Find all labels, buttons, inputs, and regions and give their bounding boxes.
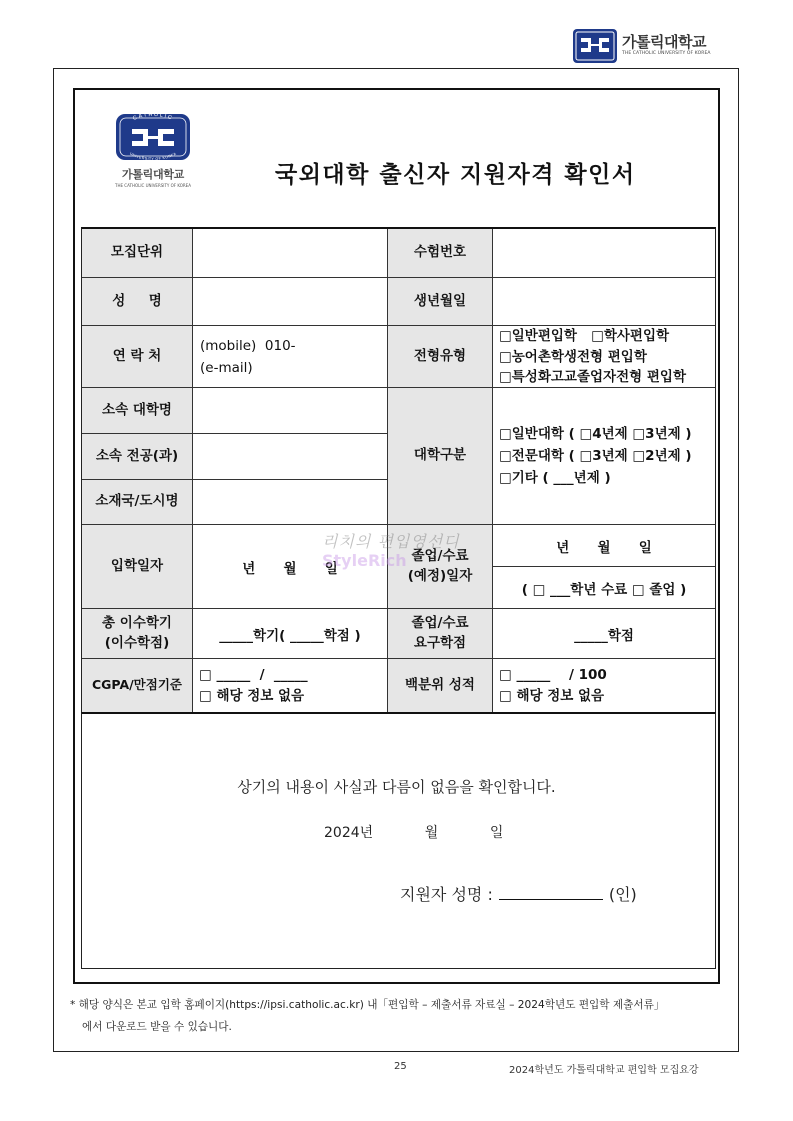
entry-date-label: 입학일자 [82, 525, 193, 609]
name-field[interactable] [193, 278, 388, 326]
page-title: 국외대학 출신자 지원자격 확인서 [275, 162, 636, 188]
note-line1: * 해당 양식은 본교 입학 홈페이지(https://ipsi.catholic.ac.kr) 내「편입학 – 제출서류 자료실 – 2024학년도 편입학 제출서류」 [70, 999, 665, 1011]
header-logo-korean: 가톨릭대학교 [622, 33, 706, 52]
required-credits-label-line2: 요구학점 [413, 634, 467, 651]
signature-line [400, 882, 637, 905]
exam-number-label: 수험번호 [388, 229, 493, 278]
option-other-university[interactable]: □기타 ( ___년제 ) [499, 470, 611, 486]
birthdate-label: 생년월일 [388, 278, 493, 326]
university-type-options [493, 388, 715, 525]
confirmation-text: 상기의 내용이 사실과 다름이 없음을 확인합니다. [237, 778, 556, 796]
cgpa-value-option[interactable]: □ _____ / _____ [199, 666, 308, 683]
percentile-field [493, 659, 715, 713]
birthdate-field[interactable] [493, 278, 715, 326]
graduation-date-label [388, 525, 493, 609]
header-logo [572, 28, 711, 64]
watermark-line2: StyleRich [322, 551, 407, 571]
entry-date-field[interactable]: 년 월 일 [193, 525, 388, 609]
option-regular-university[interactable]: □일반대학 ( □4년제 □3년제 ) [499, 426, 692, 442]
signature-label: 지원자 성명 : [400, 885, 493, 904]
watermark-line1: 리치의 편입영선디 [322, 532, 460, 551]
form-logo-english: THE CATHOLIC UNIVERSITY OF KOREA [115, 183, 191, 188]
option-bachelor-transfer[interactable]: □학사편입학 [591, 328, 670, 344]
graduation-date-field[interactable]: 년 월 일 [493, 525, 715, 567]
applicant-info-table [81, 227, 716, 713]
required-credits-field[interactable]: _____학점 [493, 609, 715, 659]
footer-document-title: 2024학년도 가톨릭대학교 편입학 모집요강 [509, 1065, 699, 1076]
total-terms-field[interactable]: _____학기( _____학점 ) [193, 609, 388, 659]
required-credits-label [388, 609, 493, 659]
major-field[interactable] [193, 434, 388, 480]
admission-type-options [493, 326, 715, 388]
university-type-label: 대학구분 [388, 388, 493, 525]
page-number: 25 [394, 1061, 407, 1072]
seal-label: (인) [608, 885, 637, 904]
option-specialized-hs-transfer[interactable]: □특성화고교졸업자전형 편입학 [499, 369, 686, 385]
university-emblem-icon [572, 28, 618, 64]
header-logo-english: THE CATHOLIC UNIVERSITY OF KOREA [622, 51, 711, 57]
contact-label: 연 락 처 [82, 326, 193, 388]
recruit-unit-field[interactable] [193, 229, 388, 278]
admission-type-label: 전형유형 [388, 326, 493, 388]
note-line2: 에서 다운로드 받을 수 있습니다. [82, 1021, 232, 1033]
percentile-label: 백분위 성적 [388, 659, 493, 713]
cgpa-field [193, 659, 388, 713]
major-label: 소속 전공(과) [82, 434, 193, 480]
name-label: 성 명 [82, 278, 193, 326]
emblem-arc-bottom: UNIVERSITY OF KOREA [128, 151, 178, 162]
cgpa-label: CGPA/만점기준 [82, 659, 193, 713]
graduation-date-label-line1: 졸업/수료 [411, 547, 469, 564]
total-terms-label [82, 609, 193, 659]
download-note [70, 994, 664, 1038]
option-junior-college[interactable]: □전문대학 ( □3년제 □2년제 ) [499, 448, 692, 464]
confirmation-date: 2024년 월 일 [324, 825, 504, 841]
total-terms-label-line1: 총 이수학기 [102, 614, 172, 631]
university-name-field[interactable] [193, 388, 388, 434]
percentile-value-option[interactable]: □ _____ / 100 [499, 666, 607, 683]
country-city-field[interactable] [193, 480, 388, 525]
form-logo [108, 112, 198, 188]
required-credits-label-line1: 졸업/수료 [411, 614, 469, 631]
percentile-none-option[interactable]: □ 해당 정보 없음 [499, 687, 605, 704]
form-logo-korean: 가톨릭대학교 [122, 168, 184, 181]
country-city-label: 소재국/도시명 [82, 480, 193, 525]
total-terms-label-line2: (이수학점) [104, 634, 170, 651]
university-name-label: 소속 대학명 [82, 388, 193, 434]
exam-number-field[interactable] [493, 229, 715, 278]
signature-field[interactable] [499, 887, 603, 900]
contact-email: (e-mail) [200, 359, 253, 376]
recruit-unit-label: 모집단위 [82, 229, 193, 278]
contact-mobile: (mobile) 010- [200, 337, 296, 354]
cgpa-none-option[interactable]: □ 해당 정보 없음 [199, 687, 305, 704]
emblem-arc-top: CATHOLIC [132, 112, 174, 122]
contact-field[interactable] [193, 326, 388, 388]
catholic-emblem-icon [112, 112, 194, 162]
option-rural-transfer[interactable]: □농어촌학생전형 편입학 [499, 349, 647, 365]
graduation-status-options[interactable]: ( □ ___학년 수료 □ 졸업 ) [493, 567, 715, 609]
option-general-transfer[interactable]: □일반편입학 [499, 328, 577, 344]
graduation-date-label-line2: (예정)일자 [407, 567, 473, 584]
